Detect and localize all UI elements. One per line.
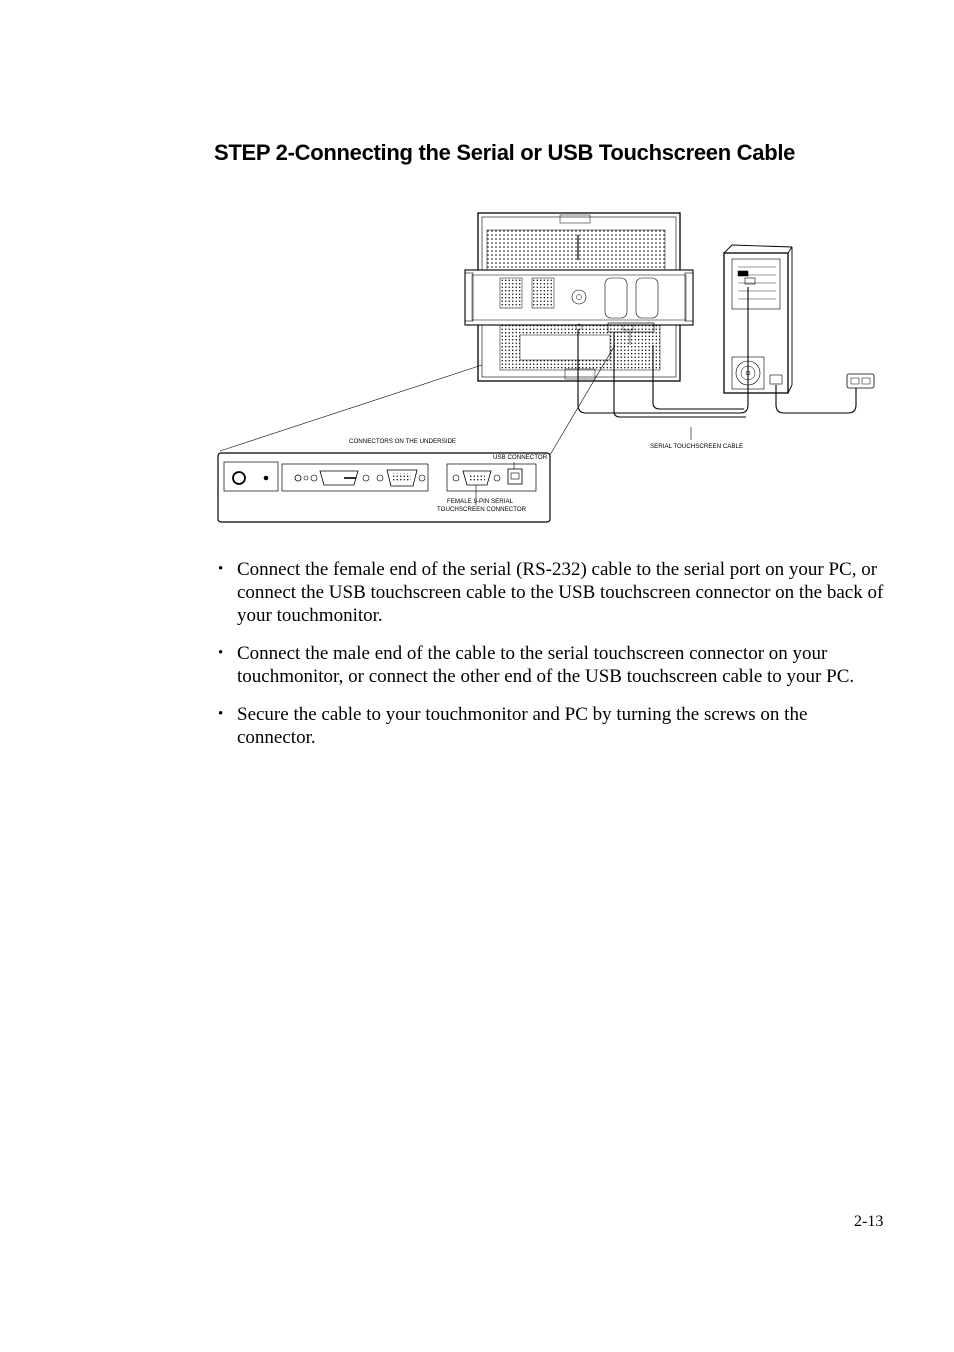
page-number: 2-13 <box>854 1213 884 1230</box>
monitor-back <box>465 213 693 381</box>
label-serial-connector-line2: TOUCHSCREEN CONNECTOR <box>437 506 527 513</box>
pc-tower <box>724 245 792 393</box>
list-item <box>218 558 888 627</box>
list-item <box>218 642 888 688</box>
label-usb-connector: USB CONNECTOR <box>493 454 548 461</box>
label-serial-cable: SERIAL TOUCHSCREEN CABLE <box>650 443 744 450</box>
section-heading: STEP 2-Connecting the Serial or USB Touchscreen Cable <box>214 140 796 165</box>
label-serial-connector-line1: FEMALE 9-PIN SERIAL <box>447 498 514 505</box>
bullet-dot: • <box>218 706 224 722</box>
label-connectors-underside: CONNECTORS ON THE UNDERSIDE <box>349 438 457 445</box>
bullet-dot: • <box>218 645 224 661</box>
list-item-text: Connect the male end of the cable to the serial touchscreen connector on your touchmonitor, or connect the other end of the USB touchscreen cable to your PC. <box>237 643 855 687</box>
list-item-text: Connect the female end of the serial (RS-232) cable to the serial port on your PC, or connect the USB touchscreen cable to the USB touchscreen connector on the back of your touchmonitor. <box>237 559 884 626</box>
diagram-svg <box>210 205 890 535</box>
list-item <box>218 703 888 749</box>
list-item-text: Secure the cable to your touchmonitor and PC by turning the screws on the connector. <box>237 704 808 748</box>
usb-device <box>847 374 874 388</box>
instruction-list <box>218 558 888 764</box>
bullet-dot: • <box>218 561 224 577</box>
connection-diagram <box>210 205 890 535</box>
